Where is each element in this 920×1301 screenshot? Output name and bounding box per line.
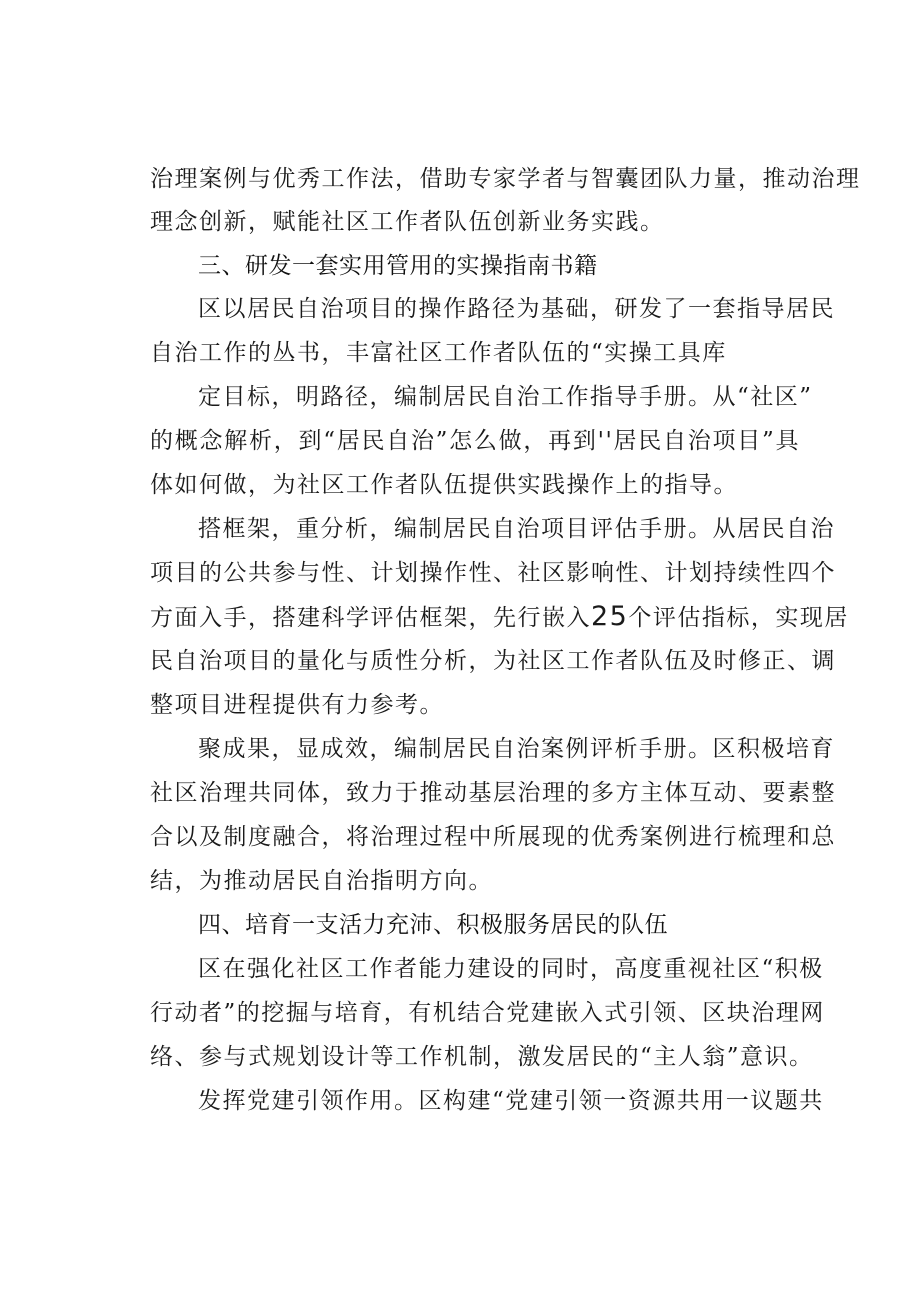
paragraph-line: 行动者”的挖掘与培育，有机结合党建嵌入式引领、区块治理网 xyxy=(150,1000,825,1026)
paragraph-line xyxy=(150,601,849,633)
paragraph-line: 区在强化社区工作者能力建设的同时，高度重视社区“积极 xyxy=(198,956,824,982)
text-segment: 方面入手，搭建科学评估框架，先行嵌入 xyxy=(150,605,591,631)
text-segment: 个评估指标，实现居 xyxy=(628,605,849,631)
paragraph-line: 民自治项目的量化与质性分析，为社区工作者队伍及时修正、调 xyxy=(150,648,836,674)
paragraph-line: 结，为推动居民自治指明方向。 xyxy=(150,868,493,894)
paragraph-line: 项目的公共参与性、计划操作性、社区影响性、计划持续性四个 xyxy=(150,560,836,586)
paragraph-line: 发挥党建引领作用。区构建“党建引领一资源共用一议题共 xyxy=(198,1088,824,1114)
indicator-count: 25 xyxy=(591,601,629,632)
paragraph-line: 聚成果，显成效，编制居民自治案例评析手册。区积极培育 xyxy=(198,736,835,762)
paragraph-line: 区以居民自治项目的操作路径为基础，研发了一套指导居民 xyxy=(198,296,835,322)
paragraph-line: 合以及制度融合，将治理过程中所展现的优秀案例进行梳理和总 xyxy=(150,824,836,850)
paragraph-line: 整项目进程提供有力参考。 xyxy=(150,692,444,718)
paragraph-line: 体如何做，为社区工作者队伍提供实践操作上的指导。 xyxy=(150,472,738,498)
paragraph-line: 治理案例与优秀工作法，借助专家学者与智囊团队力量，推动治理 xyxy=(150,166,861,192)
paragraph-line: 定目标，明路径，编制居民自治工作指导手册。从“社区” xyxy=(198,384,813,410)
paragraph-line: 的概念解析，到“居民自治”怎么做，再到''居民自治项目”具 xyxy=(150,428,800,454)
paragraph-line: 自治工作的丛书，丰富社区工作者队伍的“实操工具库 xyxy=(150,340,727,366)
paragraph-line: 社区治理共同体，致力于推动基层治理的多方主体互动、要素整 xyxy=(150,780,836,806)
section-heading-3: 三、研发一套实用管用的实操指南书籍 xyxy=(198,253,598,279)
paragraph-line: 理念创新，赋能社区工作者队伍创新业务实践。 xyxy=(150,209,665,235)
paragraph-line: 搭框架，重分析，编制居民自治项目评估手册。从居民自治 xyxy=(198,516,835,542)
paragraph-line: 络、参与式规划设计等工作机制，激发居民的“主人翁”意识。 xyxy=(150,1044,814,1070)
section-heading-4: 四、培育一支活力充沛、积极服务居民的队伍 xyxy=(198,912,668,938)
